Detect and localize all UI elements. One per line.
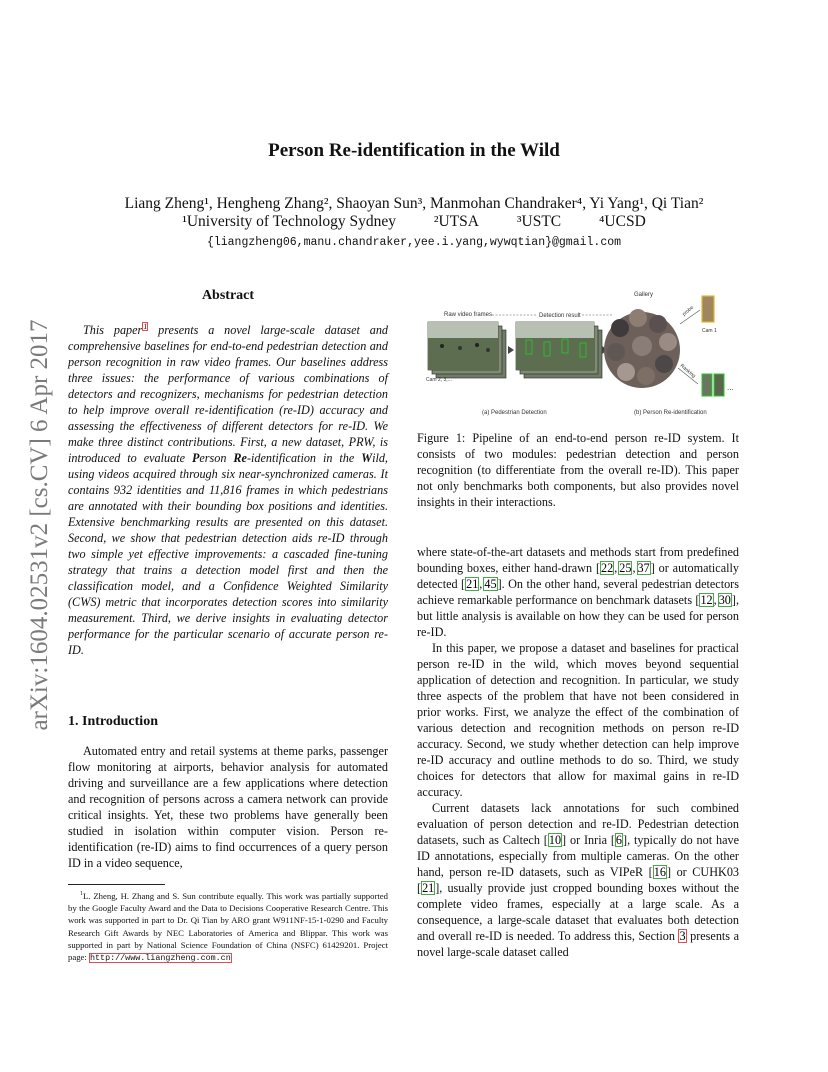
ranked-result-1 — [702, 374, 712, 396]
subcaption-a: (a) Pedestrian Detection — [482, 410, 547, 416]
citation-10[interactable]: 10 — [548, 833, 562, 847]
raw-video-frames — [428, 322, 506, 378]
citation-6[interactable]: 6 — [615, 833, 623, 847]
affiliation-2: ²UTSA — [433, 213, 479, 230]
affiliation-1: ¹University of Technology Sydney — [182, 213, 396, 230]
introduction-section — [68, 714, 388, 871]
footnote-number: 1 — [80, 891, 83, 897]
citation-45[interactable]: 45 — [484, 577, 497, 591]
text: ], usually provide just cropped bounding boxes without the complete video frames, especially at a large scale. As a consequence, a large-scale dataset that evaluates both detection and overall re-ID is needed. To address this, Section — [417, 881, 739, 943]
citation-16[interactable]: 16 — [653, 865, 666, 879]
figure-1-caption — [417, 430, 739, 510]
ranking-label: Ranking — [678, 362, 697, 380]
abstract-bold-w: W — [361, 451, 373, 466]
text: presents a novel large-scale dataset called — [417, 929, 739, 959]
affiliation-4: ⁴UCSD — [599, 213, 646, 230]
figure-1-pipeline — [422, 288, 752, 420]
raw-frames-label: Raw video frames — [444, 312, 493, 318]
arxiv-identifier: arXiv:1604.02531v2 [cs.CV] 6 Apr 2017 — [26, 319, 53, 731]
footnote-marker-link[interactable]: 1 — [143, 322, 148, 331]
right-column-body — [417, 544, 739, 960]
footnote-text: L. Zheng, H. Zhang and S. Sun contribute equally. This work was partially supported by the Google Faculty Award and the Data to Decisions Cooperative Research Centre. This work was supported in part to Dr. Qi Tian by ARO grant W911NF-15-1-0290 and Faculty Research Gift Awards by NEC Laboratories of America and Blippar. This work was supported in part by National Science Foundation of China (NSFC) 61429201. Project page: — [68, 890, 388, 962]
detection-result-label: Detection result — [539, 313, 581, 319]
citation-22[interactable]: 22 — [601, 561, 614, 575]
abstract-bold-re: Re — [233, 451, 247, 466]
citation-25[interactable]: 25 — [619, 561, 632, 575]
text: ] or automatically detected [ — [417, 561, 739, 591]
text: ]. On the other hand, several pedestrian detectors achieve remarkable performance on benchmark datasets [ — [417, 577, 739, 607]
affiliation-3: ³USTC — [516, 213, 562, 230]
arrow-to-detection — [508, 346, 514, 354]
introduction-heading: 1. Introduction — [68, 714, 158, 729]
citation-12[interactable]: 12 — [700, 593, 713, 607]
arxiv-side-stamp — [28, 290, 52, 760]
abstract-heading: Abstract — [201, 288, 255, 303]
paper-title: Person Re-identification in the Wild — [268, 140, 560, 161]
subcaption-b: (b) Person Re-identification — [634, 410, 707, 416]
abstract-bold-p: P — [191, 451, 200, 466]
author-list: Liang Zheng¹, Hengheng Zhang², Shaoyan Sun³, Manmohan Chandraker⁴, Yi Yang¹, Qi Tian² — [124, 195, 704, 212]
text: where state-of-the-art datasets and methods start from predefined bounding boxes, either hand-drawn [ — [417, 545, 739, 575]
abstract-text-person: erson — [199, 451, 234, 466]
cam1-label: Cam 1 — [702, 328, 717, 334]
citation-30[interactable]: 30 — [718, 593, 731, 607]
probe-image — [702, 296, 714, 322]
ranking-ellipsis: ... — [727, 383, 734, 392]
probe-label: probe — [681, 304, 696, 318]
figure-caption-text: Figure 1: Pipeline of an end-to-end person re-ID system. It consists of two modules: pedestrian detection and person recognition (to differentiate from the overall re-ID). This paper not only benchmarks both components, but also provides novel insights in their interactions. — [417, 431, 739, 509]
abstract-text-end: ild, using videos acquired through six near-synchronized cameras. It contains 932 identities and 11,816 frames in which pedestrians are annotated with their bounding box positions and identities. Extensive benchmarking results are presented on this dataset. Second, we show that pedestrian detection aids re-ID through two simple yet effective improvements: a cascaded fine-tuning strategy that trains a detection model first and then the classification model, and a Confidence Weighted Similarity (CWS) metric that incorporates detection scores into similarity measurement. Third, we derive insights in evaluating detector performance for the particular scenario of accurate person re-ID. — [68, 451, 388, 658]
project-page-link[interactable]: http://www.liangzheng.com.cn — [90, 952, 231, 963]
text: ] or Inria [ — [562, 833, 615, 847]
citation-37[interactable]: 37 — [637, 561, 650, 575]
text: Current datasets lack annotations for such combined evaluation of person detection and re-ID. Pedestrian detection datasets, such as Caltech [ — [417, 801, 739, 847]
text: ] or CUHK03 [ — [417, 865, 740, 895]
citation-21-second[interactable]: 21 — [422, 881, 435, 895]
gallery-cluster — [604, 309, 680, 388]
ranked-result-2 — [714, 374, 724, 396]
citation-21[interactable]: 21 — [466, 577, 479, 591]
abstract-text-body: presents a novel large-scale dataset and comprehensive baselines for end-to-end pedestrian detection and person recognition in raw video frames. Our baselines address three issues: the performance of various combinations of detectors and recognizers, mechanisms for pedestrian detection to help improve overall re-identification (re-ID) accuracy and assessing the effectiveness of different detectors for re-ID. We make three distinct contributions. First, a new dataset, PRW, is introduced to evaluate — [68, 323, 389, 466]
intro-paragraph-3 — [417, 800, 739, 960]
text: ], typically do not have ID annotations, especially from multiple cameras. On the other hand, person re-ID datasets, such as VIPeR [ — [417, 833, 739, 879]
intro-paragraph-1a: Automated entry and retail systems at theme parks, passenger flow monitoring at airports, behavior analysis for automated driving and surveillance are a few applications where detection and recognition of persons across a camera network can provide critical insights. Yet, these two problems have generally been studied in isolation within computer vision. Person re-identification (re-ID) aims to find occurrences of a query person ID in a video sequence, — [68, 744, 388, 870]
intro-paragraph-1b: where state-of-the-art datasets and methods start from predefined bounding boxes, either hand-drawn [22, 25, 37] or automatically detected [21, 45]. On the other hand, several pedestrian detectors achieve remarkable performance on benchmark datasets [12, 30], but little analysis is available on how they can be used for person re-ID. — [417, 545, 739, 639]
abstract-text-start: This paper — [83, 323, 143, 338]
footnote-rule — [68, 884, 165, 885]
abstract-paragraph — [68, 319, 388, 658]
text: ], but little analysis is available on how they can be used for person re-ID. — [417, 593, 739, 639]
abstract-section — [68, 288, 388, 658]
intro-paragraph-2: In this paper, we propose a dataset and baselines for practical person re-ID in the wild, which moves beyond sequential application of detection and recognition. In particular, we study three aspects of the problem that have not been considered in prior works. First, we analyze the effect of the combination of various detection and recognition methods on person re-ID accuracy. Second, we study whether detection can help improve re-ID accuracy and outline methods to do so. Third, we study choices for detectors that allow for maximal gains in re-ID accuracy. — [417, 641, 739, 799]
affiliations — [0, 213, 828, 231]
gallery-label: Gallery — [634, 292, 654, 298]
detection-result-frames — [516, 322, 602, 378]
section-3-link[interactable]: 3 — [679, 929, 686, 943]
footnote — [68, 888, 388, 964]
cam23-label: Cam 2, 3,... — [426, 377, 452, 383]
abstract-text-ident: -identification in the — [246, 451, 362, 466]
author-emails: {liangzheng06,manu.chandraker,yee.i.yang,wywqtian}@gmail.com — [206, 236, 622, 249]
